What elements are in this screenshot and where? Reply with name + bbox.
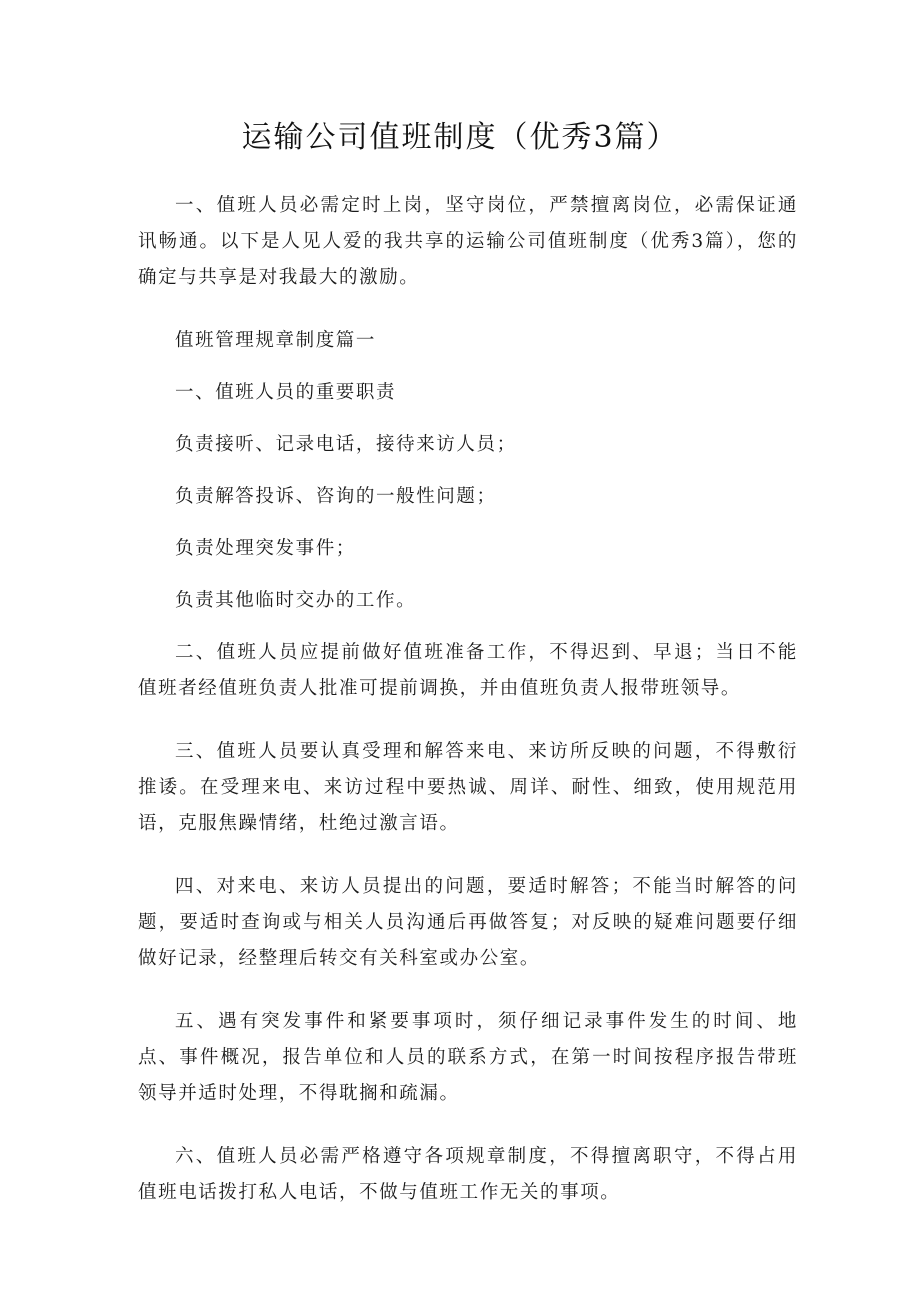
paragraph-item-6: 六、值班人员必需严格遵守各项规章制度，不得擅离职守，不得占用值班电话拨打私人电话，不做与值班工作无关的事项。 — [138, 1146, 798, 1203]
document-title: 运输公司值班制度（优秀3篇） — [241, 120, 679, 155]
paragraph-item-2: 二、值班人员应提前做好值班准备工作，不得迟到、早退；当日不能值班者经值班负责人批准可提前调换，并由值班负责人报带班领导。 — [138, 642, 798, 699]
duty-item: 负责解答投诉、咨询的一般性问题； — [175, 486, 497, 507]
document-body — [138, 188, 798, 1238]
paragraph-item-5: 五、遇有突发事件和紧要事项时，须仔细记录事件发生的时间、地点、事件概况，报告单位和人员的联系方式，在第一时间按程序报告带班领导并适时处理，不得耽搁和疏漏。 — [138, 1011, 798, 1104]
section-heading: 值班管理规章制度篇一 — [175, 330, 377, 351]
paragraph-item-4: 四、对来电、来访人员提出的问题，要适时解答；不能当时解答的问题，要适时查询或与相关人员沟通后再做答复；对反映的疑难问题要仔细做好记录，经整理后转交有关科室或办公室。 — [138, 876, 798, 969]
paragraph-item-1: 一、值班人员的重要职责 — [175, 382, 397, 403]
duty-item: 负责其他临时交办的工作。 — [175, 590, 417, 611]
paragraph-item-3: 三、值班人员要认真受理和解答来电、来访所反映的问题，不得敷衍推诿。在受理来电、来访过程中要热诚、周详、耐性、细致，使用规范用语，克服焦躁情绪，杜绝过激言语。 — [138, 741, 798, 834]
paragraph-intro: 一、值班人员必需定时上岗，坚守岗位，严禁擅离岗位，必需保证通讯畅通。以下是人见人爱的我共享的运输公司值班制度（优秀3篇），您的确定与共享是对我最大的激励。 — [138, 195, 798, 288]
duty-item: 负责处理突发事件； — [175, 538, 356, 559]
duty-item: 负责接听、记录电话，接待来访人员； — [175, 434, 517, 455]
